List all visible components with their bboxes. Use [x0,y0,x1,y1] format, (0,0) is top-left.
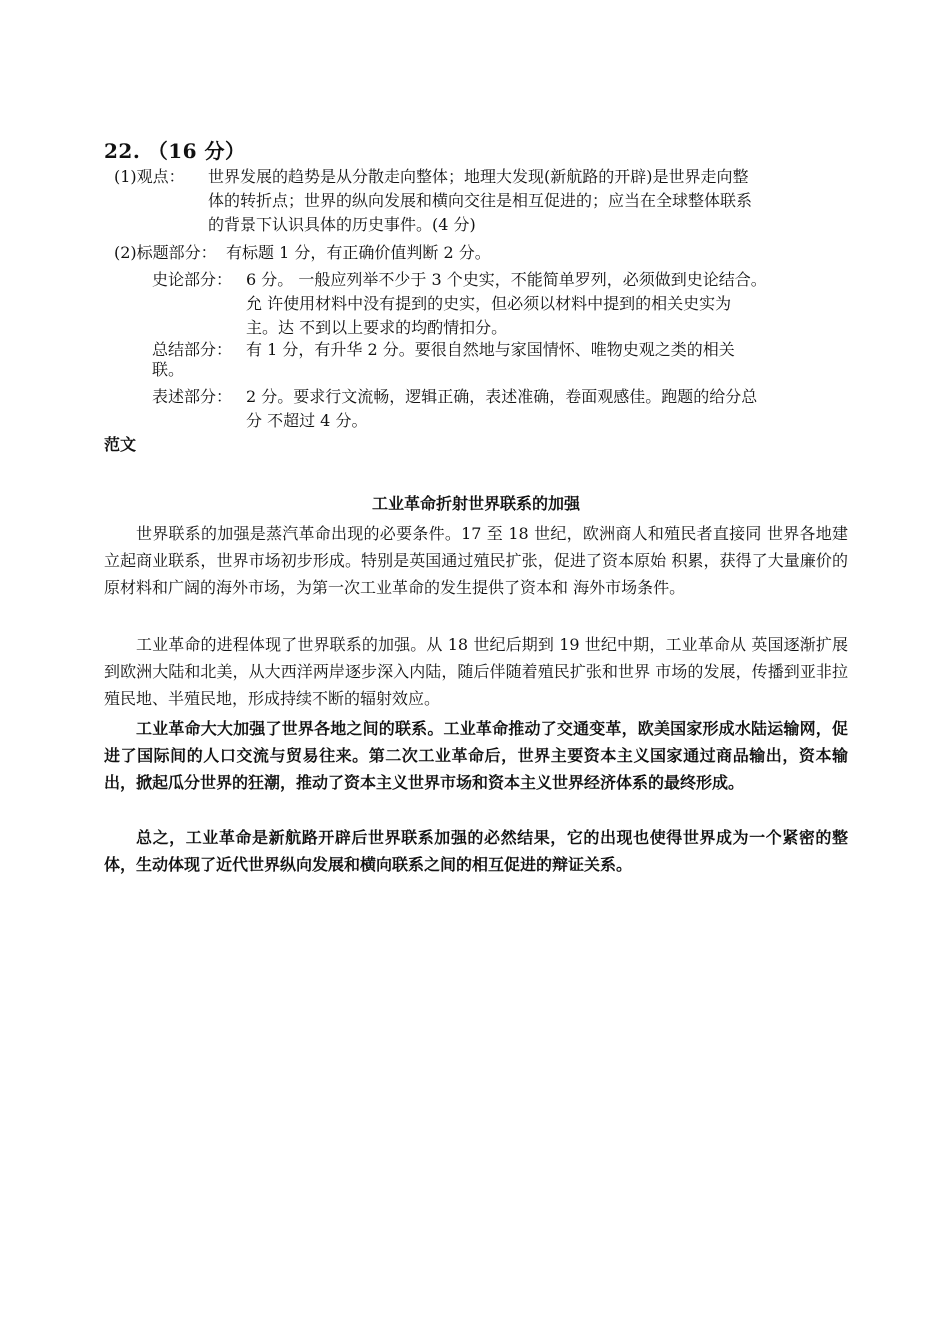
shilun-line-3: 主。达 不到以上要求的均酌情扣分。 [246,318,508,337]
part1-line-1: 世界发展的趋势是从分散走向整体；地理大发现(新航路的开辟)是世界走向整 [208,167,749,186]
part2-label: (2)标题部分： [114,243,217,262]
question-score: （16 分） [147,139,246,163]
essay-paragraph-3: 工业革命大大加强了世界各地之间的联系。工业革命推动了交通变革，欧美国家形成水陆运输网，促进了国际间的人口交流与贸易往来。第二次工业革命后，世界主要资本主义国家通过商品输出，资本输出，掀起瓜分世界的狂潮，推动了资本主义世界市场和资本主义世界经济体系的最终形成。 [104,719,848,792]
essay-paragraph-1: 世界联系的加强是蒸汽革命出现的必要条件。17 至 18 世纪，欧洲商人和殖民者直接同 世界各地建立起商业联系，世界市场初步形成。特别是英国通过殖民扩张，促进了资本原始 积累，获得了大量廉价的原材料和广阔的海外市场，为第一次工业革命的发生提供了资本和 海外市场条件。 [104,524,848,597]
zongjie-line-1: 有 1 分，有升华 2 分。要很自然地与家国情怀、唯物史观之类的相关 [246,340,735,359]
part1-line-3: 的背景下认识具体的历史事件。(4 分) [208,215,476,234]
biaoshu-label: 表述部分： [152,387,233,406]
part1-label: (1)观点： [114,167,185,186]
biaoshu-line-2: 分 不超过 4 分。 [246,411,368,430]
essay-title: 工业革命折射世界联系的加强 [371,494,580,513]
part2-title-text: 有标题 1 分，有正确价值判断 2 分。 [226,243,491,262]
question-number: 22. [104,139,141,163]
essay-paragraph-4: 总之，工业革命是新航路开辟后世界联系加强的必然结果，它的出现也使得世界成为一个紧密的整体，生动体现了近代世界纵向发展和横向联系之间的相互促进的辩证关系。 [104,828,848,874]
part1-line-2: 体的转折点；世界的纵向发展和横向交往是相互促进的；应当在全球整体联系 [208,191,753,210]
essay-heading: 范文 [104,435,137,454]
question-header [104,135,246,164]
shilun-line-2: 允 许使用材料中没有提到的史实，但必须以材料中提到的相关史实为 [246,294,732,313]
shilun-line-1: 6 分。 一般应列举不少于 3 个史实，不能简单罗列，必须做到史论结合。 [246,270,767,289]
essay-paragraph-2: 工业革命的进程体现了世界联系的加强。从 18 世纪后期到 19 世纪中期，工业革命从 英国逐渐扩展到欧洲大陆和北美，从大西洋两岸逐步深入内陆，随后伴随着殖民扩张和世界 市场的发展，传播到亚非拉殖民地、半殖民地，形成持续不断的辐射效应。 [104,635,848,708]
biaoshu-line-1: 2 分。要求行文流畅，逻辑正确，表述准确，卷面观感佳。跑题的给分总 [246,387,758,406]
shilun-label: 史论部分： [152,270,233,289]
zongjie-label: 总结部分： [152,340,233,359]
zongjie-line-2: 联。 [152,360,185,379]
